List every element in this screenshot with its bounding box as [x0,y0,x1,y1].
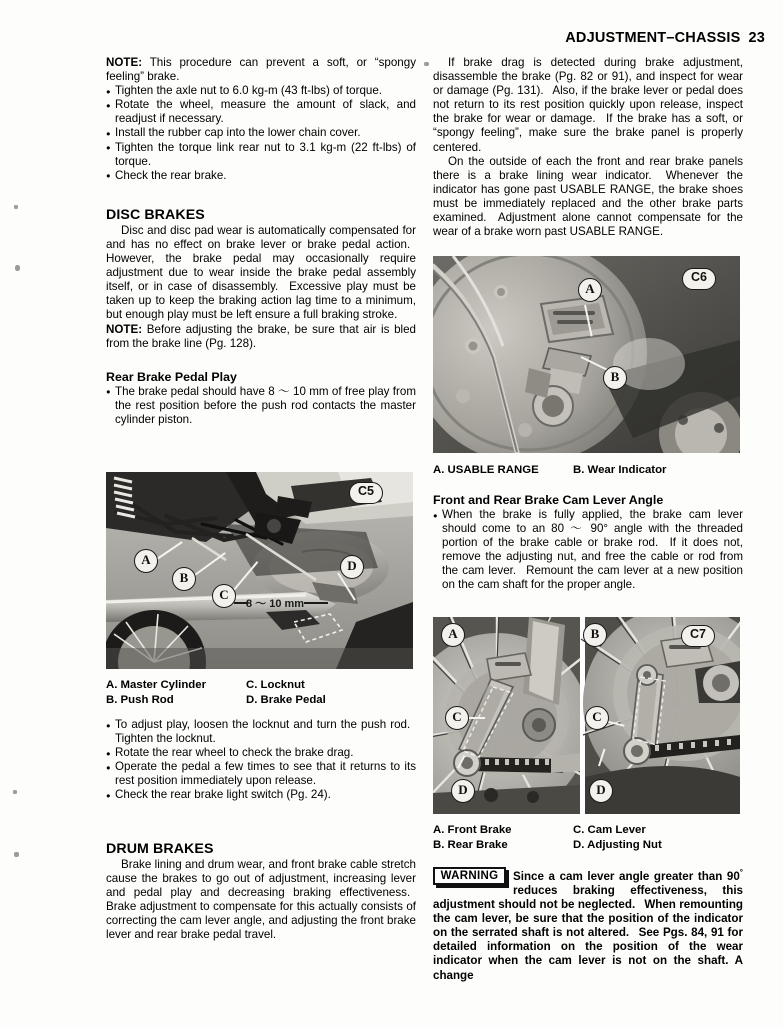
figure-dimension-label: 8 ～ 10 mm [246,598,305,610]
warning-wrapper [433,866,743,983]
right-paragraph-1: If brake drag is detected during brake adjustment, disassemble the brake (Pg. 82 or 91), and inspect for wear or damage (Pg. 131). Also, if the brake lever or pedal does not return to its rest position quickly upon release, inspect the brake for wear or damage. If the brake has a soft, or “spongy feeling”, make sure the brake panel is properly centered. [433,56,743,154]
leader-line [469,717,485,719]
left-column-lower [106,718,416,942]
disc-note-label: NOTE: [106,322,143,336]
caption-item: B. Rear Brake [433,839,508,851]
heading-drum-brakes: DRUM BRAKES [106,840,214,857]
degree-symbol: ° [739,868,743,877]
caption-item: A. Front Brake [433,824,512,836]
figure-c6-photo [433,256,740,453]
figure-c6-caption [433,463,743,478]
figure-callout-a: A [441,623,465,647]
page-speck [15,265,20,271]
figure-callout-d2: D [589,779,613,803]
page-number: 23 [748,30,765,46]
figure-callout-a: A [134,549,158,573]
bullet-item: ● The brake pedal should have 8 ～ 10 mm of free play from the rest position before the push rod contacts the master cylinder piston. [106,385,416,427]
right-column-middle [433,492,743,593]
disc-note-text: Before adjusting the brake, be sure that air is bled from the brake line (Pg. 128). [106,322,416,350]
drum-brakes-paragraph: Brake lining and drum wear, and front brake cable stretch cause the brakes to go out of adjustment, increasing lever and pedal play and decreasing braking effectiveness. Brake adjustment to compensate for this actually consists of correcting the cam lever angle, and adjusting the front brake lever and rear brake pedal travel. [106,857,416,942]
figure-c5-photo [106,472,413,669]
figure-callout-d: D [340,555,364,579]
figure-tag-c5: C5 [349,482,383,504]
page-speck [14,852,19,857]
bullet-item: ● Install the rubber cap into the lower chain cover. [106,126,416,140]
warning-badge-label: WARNING [433,867,506,885]
note-top [106,56,416,84]
caption-item: B. Wear Indicator [573,464,667,476]
caption-row [106,693,416,708]
bullet-item: ● To adjust play, loosen the locknut and turn the push rod. Tighten the locknut. [106,718,416,746]
caption-row [433,838,743,853]
page-speck [424,62,429,66]
page-header [565,30,765,46]
caption-item: C. Locknut [246,679,305,691]
note-top-label: NOTE: [106,56,143,69]
caption-row [433,463,743,478]
figure-callout-b: B [172,567,196,591]
figure-callout-b: B [583,623,607,647]
caption-item: D. Brake Pedal [246,694,326,706]
figure-callout-a: A [578,278,602,302]
right-paragraph-2: On the outside of each the front and rear brake panels there is a brake lining wear indicator. Whenever the indicator has gone past USABLE RANGE, the brake shoes must be immediately replaced and the other brake parts examined. Adjustment alone cannot compensate for the wear of a brake worn past USABLE RANGE. [433,154,743,239]
figure-c7-photo [433,617,740,814]
caption-item: D. Adjusting Nut [573,839,662,851]
caption-row [433,823,743,838]
page-header-title: ADJUSTMENT–CHASSIS [565,30,741,46]
disc-brakes-note [106,323,416,351]
caption-item: A. USABLE RANGE [433,464,539,476]
spacer [106,351,416,369]
spacer [106,827,416,841]
disc-brakes-paragraph: Disc and disc pad wear is automatically compensated for and has no effect on brake lever or brake pedal action. However, the brake pedal may occasionally require adjustment due to wear inside the brake pedal assembly itself, or in case of disassembly. Excessive play must be taken up to keep the braking action lag time to a minimum, but enough play must be left ensure a full braking stroke. [106,223,416,322]
figure-callout-c: C [212,584,236,608]
caption-item: A. Master Cylinder [106,679,207,691]
figure-tag-c6: C6 [682,268,716,290]
figure-callout-c2: C [585,706,609,730]
dimension-line [304,602,328,604]
spacer [106,803,416,827]
warning-text-part2: reduces braking effectiveness, this adjustment should not be neglected. When remounting the cam lever, be sure that the position of the indicator on the serrated shaft is not altered. See Pgs. 84, 91 for detailed information on the position of the wear indicator when the cam lever is not on the shaft. A change [433,883,743,982]
page-speck [13,790,17,794]
caption-row [106,678,416,693]
bullet-item: ● Rotate the rear wheel to check the brake drag. [106,746,416,760]
figure-callout-d: D [451,779,475,803]
warning-block [433,866,743,983]
bullet-item: ● Rotate the wheel, measure the amount of slack, and readjust if necessary. [106,98,416,126]
warning-badge [433,867,506,885]
page-speck [14,205,18,209]
figure-tag-c7: C7 [681,625,715,647]
figure-callout-c: C [445,706,469,730]
bullet-item: ● Check the rear brake. [106,169,416,183]
heading-cam-lever-angle: Front and Rear Brake Cam Lever Angle [433,493,664,507]
warning-text-part1: Since a cam lever angle greater than 90 [513,869,740,883]
bullet-item: ● Tighten the torque link rear nut to 3.1 kg-m (22 ft-lbs) of torque. [106,141,416,169]
note-top-text: This procedure can prevent a soft, or “spongy feeling” brake. [106,56,416,84]
caption-item: C. Cam Lever [573,824,646,836]
bullet-item: ● Tighten the axle nut to 6.0 kg-m (43 ft-lbs) of torque. [106,84,416,98]
heading-disc-brakes: DISC BRAKES [106,206,205,223]
figure-c5-caption [106,678,416,708]
heading-rear-brake-pedal-play: Rear Brake Pedal Play [106,369,237,384]
figure-callout-b: B [603,366,627,390]
bullet-item: ● When the brake is fully applied, the brake cam lever should come to an 80 ～ 90° angle with the threaded portion of the brake cable or brake rod. If it does not, remove the adjusting nut, and free the cable or rod from the cam lever. Remount the cam lever at a new position on the cam shaft for the proper angle. [433,508,743,593]
right-column-top [433,56,743,239]
spacer [106,183,416,207]
caption-item: B. Push Rod [106,694,174,706]
bullet-item: ● Operate the pedal a few times to see that it returns to its rest position immediately upon release. [106,760,416,788]
left-column [106,56,416,427]
figure-c7-caption [433,823,743,853]
bullet-item: ● Check the rear brake light switch (Pg. 24). [106,788,416,802]
